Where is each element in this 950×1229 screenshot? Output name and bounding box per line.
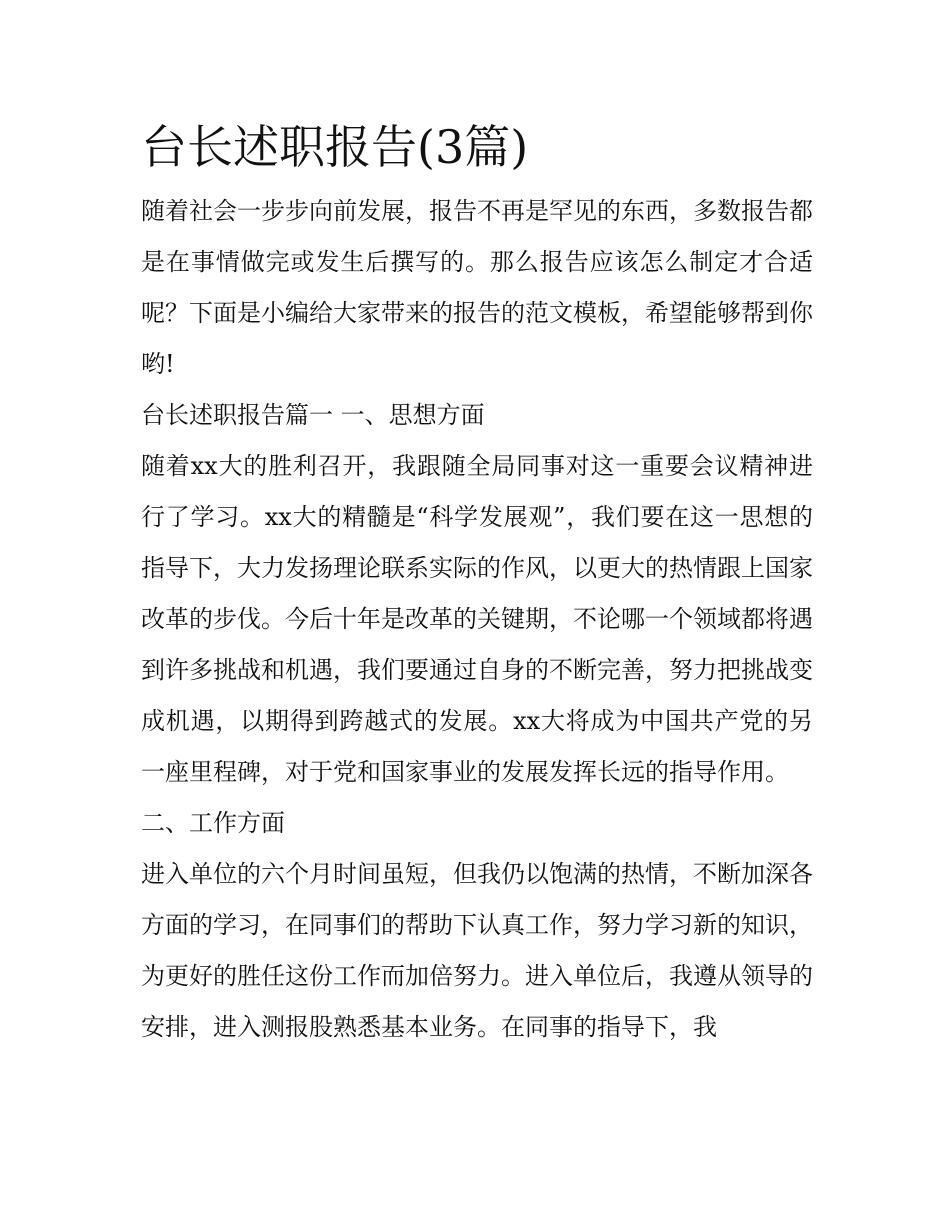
document-page bbox=[141, 112, 813, 1053]
section2-paragraph: 进入单位的六个月时间虽短，但我仍以饱满的热情，不断加深各方面的学习，在同事们的帮助下认真工作，努力学习新的知识，为更好的胜任这份工作而加倍努力。进入单位后，我遵从领导的安排，进入测报股熟悉基本业务。在同事的指导下，我 bbox=[141, 860, 813, 1041]
document-title: 台长述职报告(3篇) bbox=[141, 120, 529, 174]
intro-paragraph: 随着社会一步步向前发展，报告不再是罕见的东西，多数报告都是在事情做完或发生后撰写的。那么报告应该怎么制定才合适呢？下面是小编给大家带来的报告的范文模板，希望能够帮到你哟! bbox=[141, 197, 813, 378]
section1-paragraph: 随着xx大的胜利召开，我跟随全局同事对这一重要会议精神进行了学习。xx大的精髓是“科学发展观”，我们要在这一思想的指导下，大力发扬理论联系实际的作风，以更大的热情跟上国家改革的步伐。今后十年是改革的关键期，不论哪一个领域都将遇到许多挑战和机遇，我们要通过自身的不断完善，努力把挑战变成机遇，以期得到跨越式的发展。xx大将成为中国共产党的另一座里程碑，对于党和国家事业的发展发挥长远的指导作用。 bbox=[141, 452, 813, 786]
section2-heading: 二、工作方面 bbox=[141, 809, 285, 837]
section1-heading: 台长述职报告篇一 一、思想方面 bbox=[141, 401, 485, 429]
